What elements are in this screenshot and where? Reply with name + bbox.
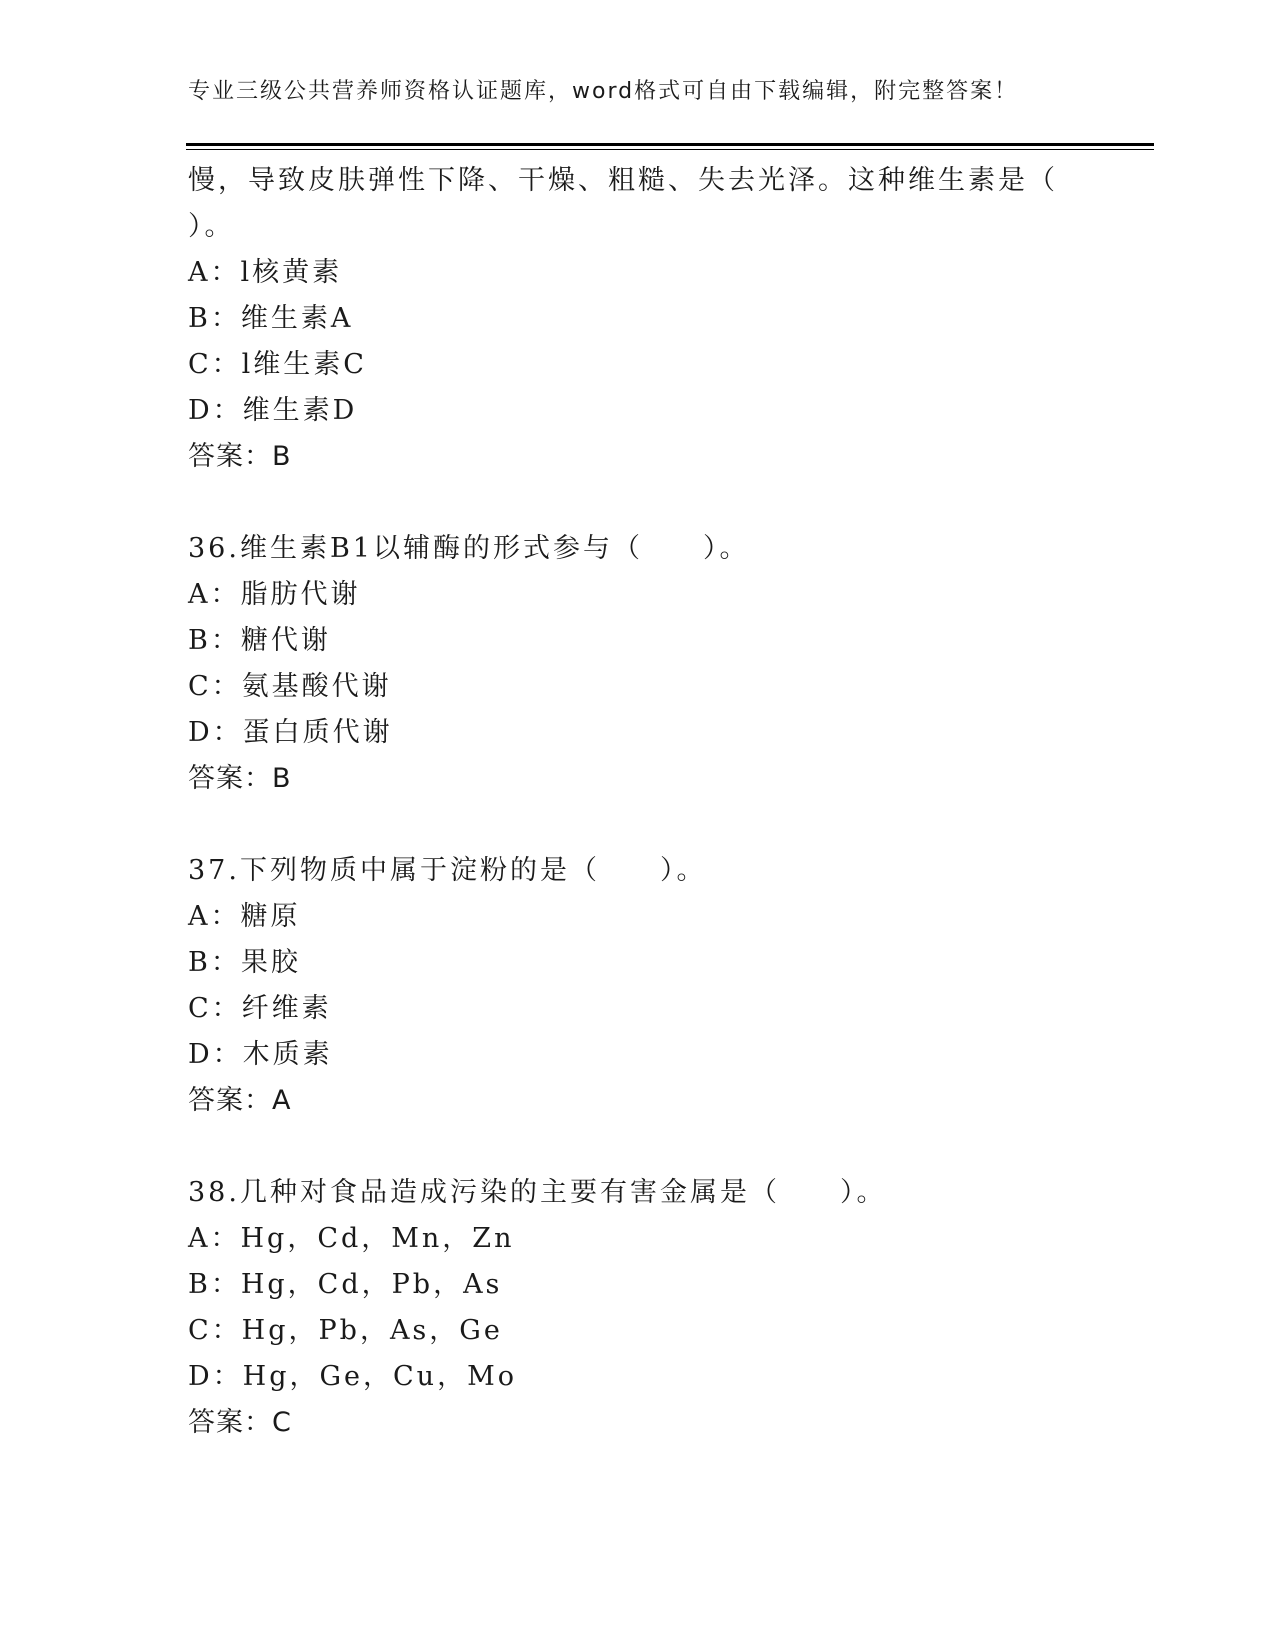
question-content — [188, 158, 1148, 1446]
question-stem: 慢，导致皮肤弹性下降、干燥、粗糙、失去光泽。这种维生素是（ — [188, 165, 1058, 196]
question-stem: 36.维生素B1以辅酶的形式参与（ ）。 — [188, 533, 750, 564]
spacer — [188, 802, 1148, 848]
option-d: D：维生素D — [188, 395, 358, 426]
answer: 答案：B — [188, 441, 292, 472]
option-a: A：脂肪代谢 — [188, 579, 361, 610]
option-c: C：l维生素C — [188, 349, 367, 380]
question-stem: 37.下列物质中属于淀粉的是（ ）。 — [188, 855, 707, 886]
spacer — [188, 480, 1148, 526]
question-35 — [188, 158, 1148, 480]
question-stem: 38.几种对食品造成污染的主要有害金属是（ ）。 — [188, 1177, 887, 1208]
option-b: B：果胶 — [188, 947, 301, 978]
option-d: D：木质素 — [188, 1039, 333, 1070]
option-c: C：纤维素 — [188, 993, 332, 1024]
answer: 答案：C — [188, 1407, 292, 1438]
option-d: D：Hg，Ge，Cu，Mo — [188, 1361, 517, 1392]
answer: 答案：A — [188, 1085, 292, 1116]
option-a: A：l核黄素 — [188, 257, 343, 288]
option-c: C：Hg，Pb，As，Ge — [188, 1315, 503, 1346]
option-b: B：维生素A — [188, 303, 354, 334]
header-rule-thick — [186, 143, 1154, 146]
option-b: B：糖代谢 — [188, 625, 331, 656]
option-a: A：糖原 — [188, 901, 301, 932]
question-stem: ）。 — [188, 211, 235, 242]
option-d: D：蛋白质代谢 — [188, 717, 393, 748]
option-b: B：Hg，Cd，Pb，As — [188, 1269, 503, 1300]
question-38 — [188, 1170, 1148, 1446]
page-header: 专业三级公共营养师资格认证题库，word格式可自由下载编辑，附完整答案！ — [188, 79, 1019, 104]
spacer — [188, 1124, 1148, 1170]
question-37 — [188, 848, 1148, 1124]
header-rule-thin — [186, 149, 1154, 150]
question-36 — [188, 526, 1148, 802]
answer: 答案：B — [188, 763, 292, 794]
option-c: C：氨基酸代谢 — [188, 671, 392, 702]
option-a: A：Hg，Cd，Mn，Zn — [188, 1223, 515, 1254]
